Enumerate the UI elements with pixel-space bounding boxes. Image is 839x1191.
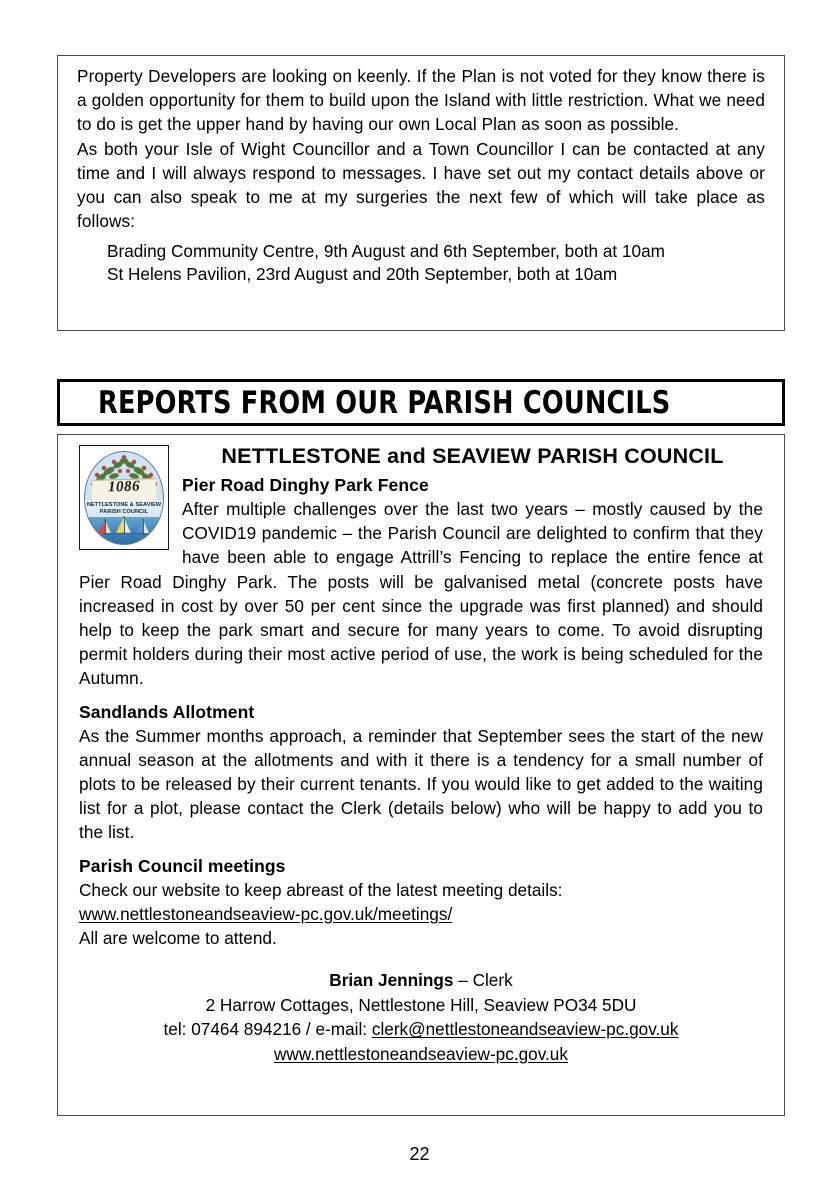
surgery-list [107,240,765,286]
section-heading-sandlands: Sandlands Allotment [79,701,255,722]
section-heading-meetings: Parish Council meetings [79,855,286,876]
surgery-list-item: Brading Community Centre, 9th August and 6th September, both at 10am [107,241,665,262]
crest-year: 1086 [107,478,141,495]
parish-council-logo [79,445,169,550]
meetings-intro-text: Check our website to keep abreast of the latest meeting details: [79,879,563,900]
clerk-tel-email-line [79,1017,763,1042]
parish-website-link[interactable]: www.nettlestoneandseaview-pc.gov.uk [274,1044,568,1065]
councillor-notice-paragraph-1: Property Developers are looking on keenly. If the Plan is not voted for they know there is a golden opportunity for them to build upon the Island with little restriction. What we need to do is get the upper hand by having our own Local Plan as soon as possible. [77,66,765,135]
clerk-email-link[interactable]: clerk@nettlestoneandseaview-pc.gov.uk [371,1019,679,1040]
parish-council-heading: NETTLESTONE and SEAVIEW PARISH COUNCIL [221,444,724,468]
meetings-website-link[interactable]: www.nettlestoneandseaview-pc.gov.uk/meetings/ [79,903,453,924]
crest-name-line-1: NETTLESTONE & SEAVIEW [86,501,162,508]
clerk-role: – Clerk [458,970,513,991]
clerk-name: Brian Jennings [329,970,454,991]
section-banner-title: REPORTS FROM OUR PARISH COUNCILS [98,384,671,421]
sailboats-icon [85,515,163,541]
councillor-notice-paragraph-2: As both your Isle of Wight Councillor and a Town Councillor I can be contacted at any time and I will always respond to messages. I have set out my contact details above or you can also speak to me at my surgeries the next few of which will take place as follows: [77,138,765,232]
section-banner-reports [57,379,785,426]
clerk-address: 2 Harrow Cottages, Nettlestone Hill, Seaview PO34 5DU [205,994,637,1015]
crest-name-line-2: PARISH COUNCIL [99,509,149,515]
section-body-sandlands: As the Summer months approach, a reminder that September sees the start of the new annual season at the allotments and with it there is a tendency for a small number of plots to be released by their current tenants. If you would like to get added to the waiting list for a plot, please contact the Clerk (details below) who will be happy to add you to the list. [79,725,763,843]
clerk-name-line [79,968,763,993]
parish-council-report-box [57,434,785,1116]
clerk-tel-text: tel: 07464 894216 / e-mail: [163,1019,372,1040]
parish-crest-icon [84,451,164,545]
page-number: 22 [409,1144,430,1164]
councillor-notice-box [57,55,785,331]
section-body-pier-road: After multiple challenges over the last two years – mostly caused by the COVID19 pandemic – the Parish Council are delighted to confirm that they have been able to engage Attrill’s Fencing to replace the entire fence at Pier Road Dinghy Park. The posts will be galvanised metal (concrete posts have increased in cost by over 50 per cent since the upgrade was first planned) and should help to keep the park smart and secure for many years to come. To avoid disrupting permit holders during their most active period of use, the work is being scheduled for the Autumn. [79,499,763,689]
meetings-note-text: All are welcome to attend. [79,928,277,949]
section-heading-pier-road: Pier Road Dinghy Park Fence [182,475,429,495]
surgery-list-item: St Helens Pavilion, 23rd August and 20th September, both at 10am [107,264,618,285]
parish-website-line [79,1042,763,1067]
clerk-contact-block [79,968,763,1066]
